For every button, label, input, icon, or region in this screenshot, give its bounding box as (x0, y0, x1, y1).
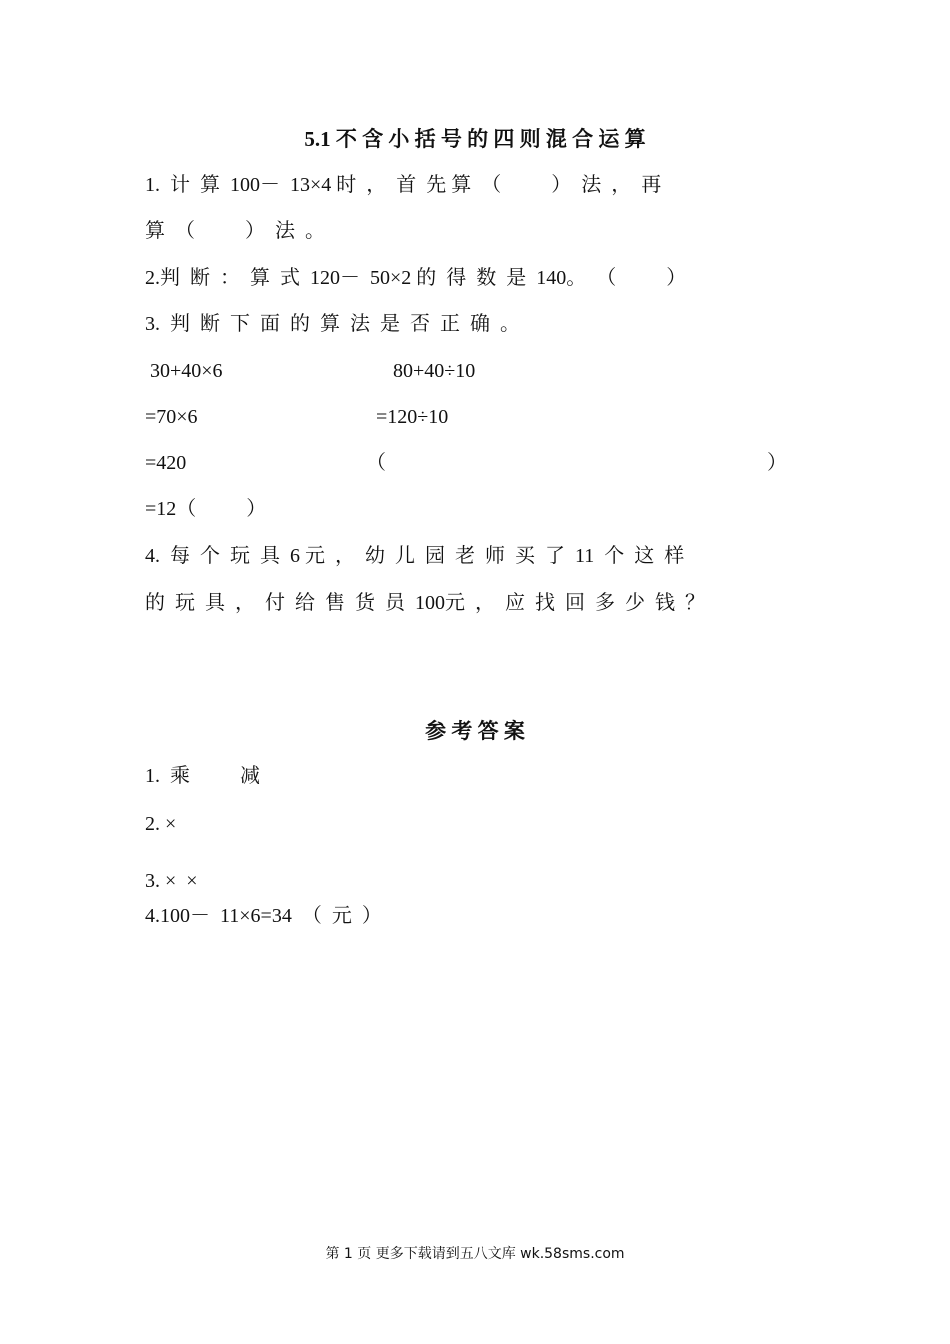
q3-right-answer-paren-open: （ (366, 452, 386, 474)
q3-right-step-2: =120÷10 (376, 406, 449, 428)
answer-2: 2. × (145, 813, 177, 835)
q3-right-step-1: 80+40÷10 (393, 360, 476, 382)
question-3-prompt: 3. 判 断 下 面 的 算 法 是 否 正 确 。 (145, 313, 520, 335)
answer-3: 3. × × (145, 870, 198, 892)
question-4-line-1: 4. 每 个 玩 具 6 元 ， 幼 儿 园 老 师 买 了 11 个 这 样 (145, 545, 685, 567)
q3-left-step-3: =420 (145, 452, 187, 474)
q3-left-step-4: =12（ ） (145, 498, 267, 520)
answer-1: 1. 乘 减 (145, 765, 260, 787)
answers-heading: 参 考 答 案 (425, 719, 525, 743)
question-2: 2.判 断 ： 算 式 120－ 50×2 的 得 数 是 140。 （ ） (145, 267, 687, 289)
page-footer: 第 1 页 更多下载请到五八文库 wk.58sms.com (325, 1246, 625, 1262)
question-1-line-1: 1. 计 算 100－ 13×4 时 ， 首 先 算 （ ） 法 ， 再 (145, 174, 662, 196)
answer-4: 4.100－ 11×6=34 （ 元 ） (145, 905, 382, 927)
q3-left-step-1: 30+40×6 (145, 360, 223, 382)
question-4-line-2: 的 玩 具 ， 付 给 售 货 员 100元 ， 应 找 回 多 少 钱 ？ (145, 592, 705, 614)
q3-right-answer-paren-close: ） (767, 452, 787, 474)
page-title: 5.1 不 含 小 括 号 的 四 则 混 合 运 算 (304, 127, 646, 151)
q3-left-step-2: =70×6 (145, 406, 198, 428)
question-1-line-2: 算 （ ） 法 。 (145, 220, 325, 242)
